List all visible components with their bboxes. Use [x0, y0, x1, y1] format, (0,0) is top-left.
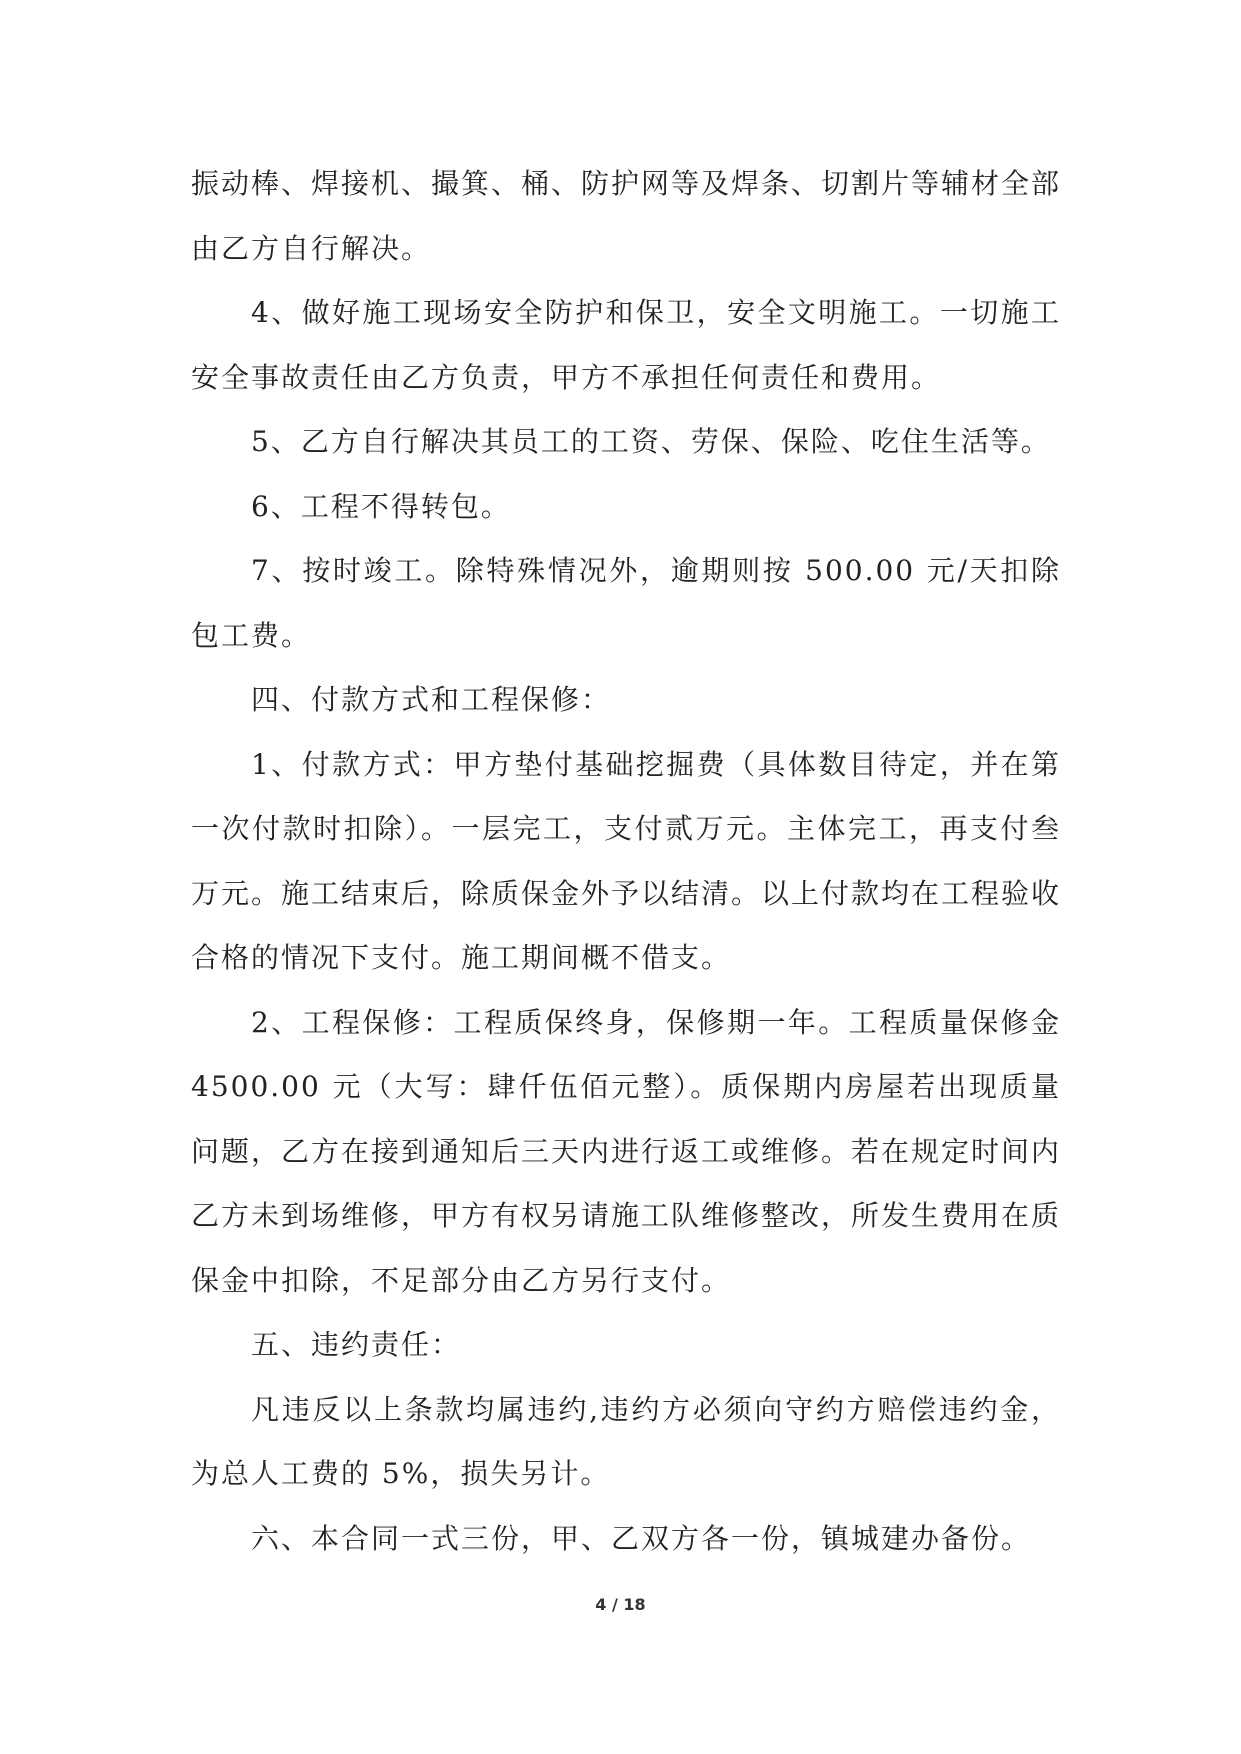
page-number: 4 / 18: [595, 1595, 646, 1614]
paragraph-payment-method: 1、付款方式：甲方垫付基础挖掘费（具体数目待定，并在第一次付款时扣除）。一层完工，支付贰万元。主体完工，再支付叁万元。施工结束后，除质保金外予以结清。以上付款均在工程验收合格的情况下支付。施工期间概不借支。: [191, 747, 1062, 974]
section-heading-payment-warranty: 四、付款方式和工程保修：: [251, 683, 612, 716]
paragraph-breach-penalty: 凡违反以上条款均属违约,违约方必须向守约方赔偿违约金，为总人工费的 5%，损失另计。: [191, 1392, 1061, 1490]
paragraph-copies: 六、本合同一式三份，甲、乙双方各一份，镇城建办备份。: [251, 1521, 1032, 1555]
paragraph-safety: 4、做好施工现场安全防护和保卫，安全文明施工。一切施工安全事故责任由乙方负责，甲方不承担任何责任和费用。: [191, 296, 1061, 394]
paragraph-warranty: 2、工程保修：工程质保终身，保修期一年。工程质量保修金 4500.00 元（大写：肆仟伍佰元整）。质保期内房屋若出现质量问题，乙方在接到通知后三天内进行返工或维修。若在规定时间内乙方未到场维修，甲方有权另请施工队维修整改，所发生费用在质保金中扣除，不足部分由乙方另行支付。: [191, 1005, 1062, 1297]
paragraph-completion-deadline: 7、按时竣工。除特殊情况外，逾期则按 500.00 元/天扣除包工费。: [191, 554, 1061, 652]
document-body: [191, 152, 1061, 1571]
paragraph-employee-costs: 5、乙方自行解决其员工的工资、劳保、保险、吃住生活等。: [251, 425, 1051, 458]
section-heading-breach: 五、违约责任：: [251, 1328, 462, 1361]
paragraph-tools-materials: 振动棒、焊接机、撮箕、桶、防护网等及焊条、切割片等辅材全部由乙方自行解决。: [191, 167, 1062, 265]
paragraph-no-subcontract: 6、工程不得转包。: [251, 489, 511, 523]
